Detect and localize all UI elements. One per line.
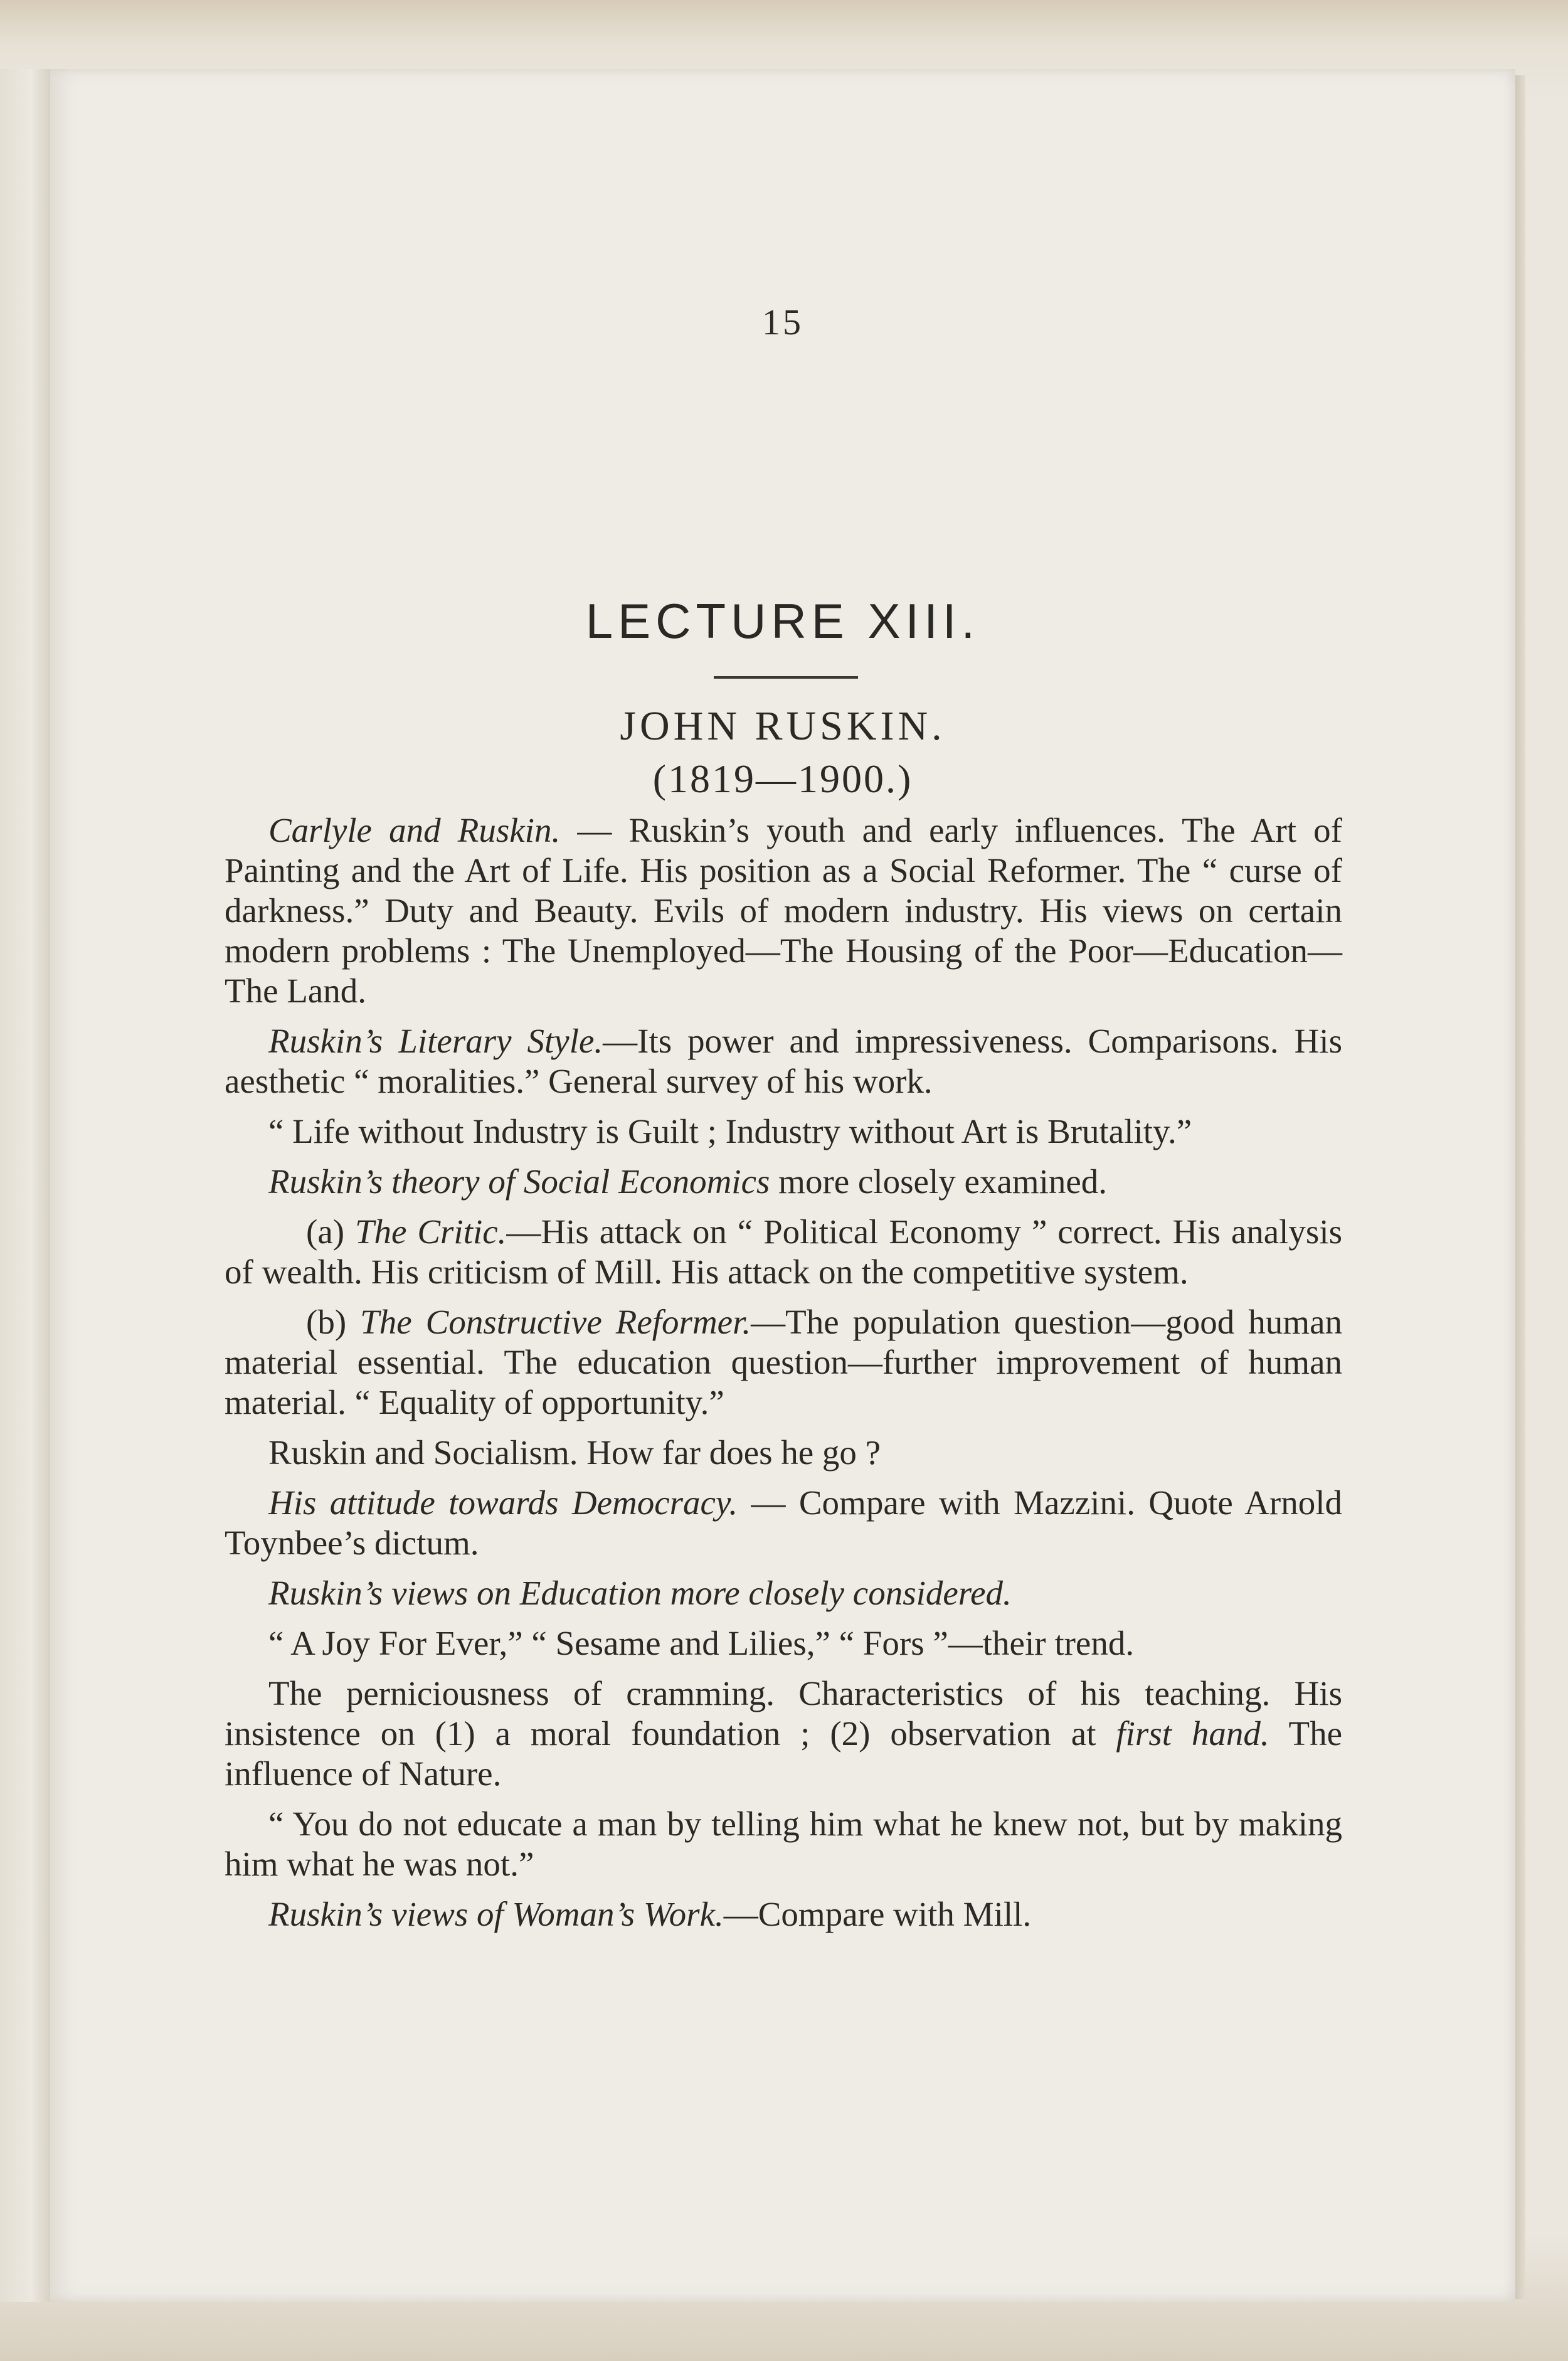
paragraph-text: Ruskin and Socialism. How far does he go ? xyxy=(268,1433,881,1472)
quotation-text: “ Life without Industry is Guilt ; Industry without Art is Brutality.” xyxy=(268,1112,1192,1150)
paragraph-text: —Its power and impressiveness. Comparisons. His aesthetic “ moralities.” General survey of his work. xyxy=(225,1022,1342,1100)
paragraph-lead: His attitude towards Democracy. xyxy=(268,1483,738,1522)
paragraph-lead: The Critic. xyxy=(354,1212,507,1251)
paragraph xyxy=(225,1302,1342,1423)
paragraph xyxy=(225,1483,1342,1563)
paragraph-lead: The Constructive Reformer. xyxy=(360,1303,751,1341)
paragraph xyxy=(225,1433,1342,1473)
paragraph-text: The influence of Nature. xyxy=(225,1714,1343,1793)
page-number: 15 xyxy=(762,302,803,342)
facing-page-edge xyxy=(0,69,50,2302)
book-page xyxy=(50,69,1515,2302)
paragraph-lead: Ruskin’s views of Woman’s Work. xyxy=(268,1895,724,1933)
paragraph-text: — Ruskin’s youth and early influences. The Art of Painting and the Art of Life. His position as a Social Reformer. The “ curse of darkness.” Duty and Beauty. Evils of modern industry. His views on certain modern problems : The Unemployed—The Housing of the Poor—Education—The Land. xyxy=(225,811,1342,1010)
paragraph-lead: Ruskin’s Literary Style. xyxy=(268,1022,603,1060)
paragraph-text: — Compare with Mazzini. Quote Arnold Toynbee’s dictum. xyxy=(225,1483,1343,1562)
paragraph-lead: Carlyle and Ruskin. xyxy=(268,811,561,849)
paragraph xyxy=(225,810,1342,1011)
heading-rule xyxy=(714,676,858,679)
paragraph-text: The perniciousness of cramming. Characteristics of his teaching. His insistence on (1) a moral foundation ; (2) observation at xyxy=(225,1674,1342,1753)
quotation-text: “ You do not educate a man by telling him what he knew not, but by making him what he was not.” xyxy=(225,1805,1342,1883)
paragraph xyxy=(225,1623,1342,1663)
lecture-syllabus xyxy=(225,810,1342,1945)
subject-dates: (1819—1900.) xyxy=(652,756,913,801)
paragraph xyxy=(225,1894,1342,1934)
page-edge xyxy=(1515,75,1525,2299)
paragraph-text: —The population question—good human material essential. The education question—further improvement of human material. “ Equality of opportunity.” xyxy=(225,1303,1343,1421)
paragraph xyxy=(225,1212,1342,1292)
lecture-heading: LECTURE XIII. xyxy=(585,593,980,649)
paragraph xyxy=(225,1674,1342,1794)
paragraph-text: —Compare with Mill. xyxy=(723,1895,1032,1933)
paragraph-lead: Ruskin’s theory of Social Economics xyxy=(268,1162,770,1201)
lecture-subject: JOHN RUSKIN. xyxy=(620,703,946,749)
paragraph-text: more closely examined. xyxy=(770,1162,1108,1201)
item-marker: (b) xyxy=(306,1303,361,1341)
paragraph xyxy=(225,1021,1342,1101)
paragraph-text: “ A Joy For Ever,” “ Sesame and Lilies,” “ Fors ”—their trend. xyxy=(268,1624,1135,1662)
paragraph-text: —His attack on “ Political Economy ” correct. His analysis of wealth. His criticism of Mill. His attack on the competitive system. xyxy=(225,1212,1343,1291)
paragraph-lead: Ruskin’s views on Education more closely considered. xyxy=(268,1574,1012,1612)
paragraph xyxy=(225,1162,1342,1202)
paragraph xyxy=(225,1804,1342,1884)
paragraph xyxy=(225,1573,1342,1613)
paragraph-italic: first hand. xyxy=(1116,1714,1269,1753)
paragraph xyxy=(225,1112,1342,1152)
item-marker: (a) xyxy=(306,1212,355,1251)
